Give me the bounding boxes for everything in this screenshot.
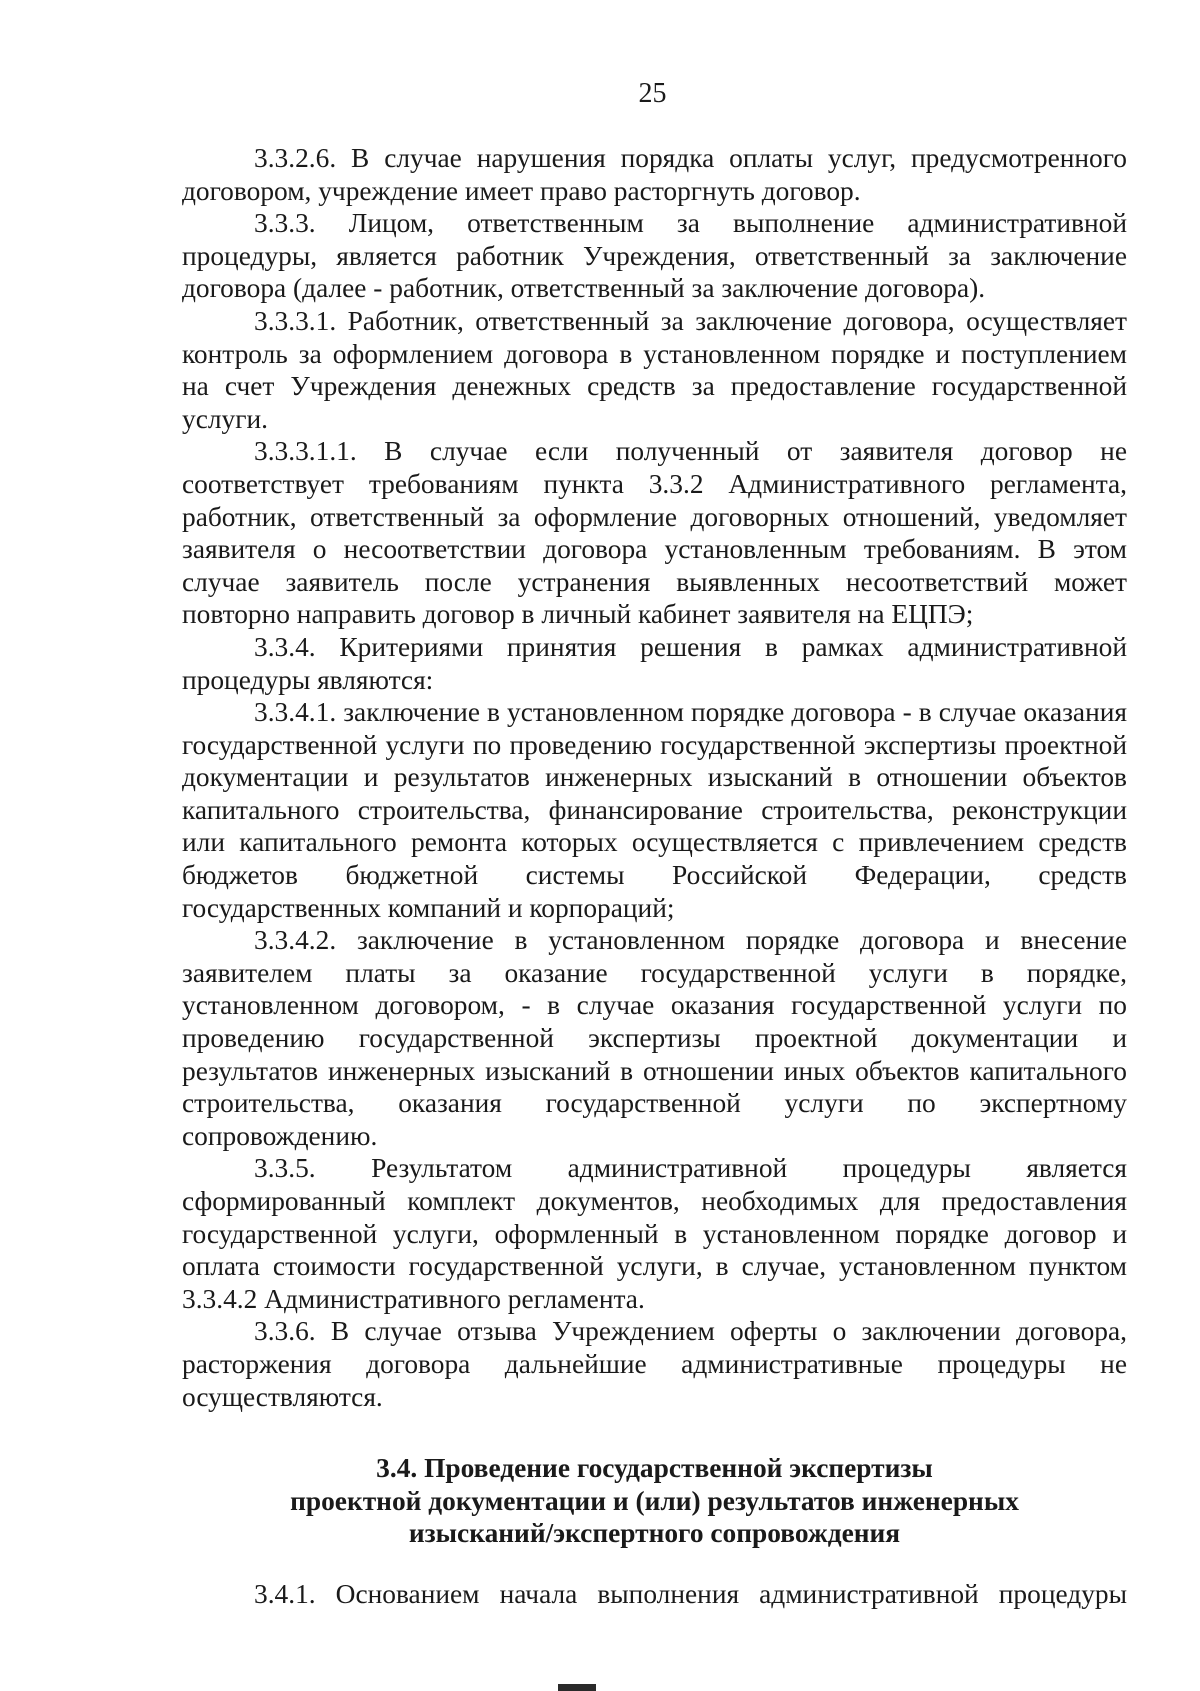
- paragraph-3-3-4-2: 3.3.4.2. заключение в установленном порядке договора и внесение заявителем платы за оказание государственной услуги в порядке, установленном договором, - в случае оказания государственной услуги по проведению государственной экспертизы проектной документации и результатов инженерных изысканий в отношении иных объектов капитального строительства, оказания государственной услуги по экспертному сопровождению.: [182, 925, 1127, 1151]
- section-heading-line: 3.4. Проведение государственной экспертизы: [376, 1453, 933, 1483]
- paragraph-3-3-3: 3.3.3. Лицом, ответственным за выполнение административной процедуры, является работник Учреждения, ответственный за заключение договора (далее - работник, ответственный за заключение договора).: [182, 208, 1127, 304]
- document-body: [182, 142, 1127, 1413]
- paragraph-3-3-4-1: 3.3.4.1. заключение в установленном порядке договора - в случае оказания государственной услуги по проведению государственной экспертизы проектной документации и результатов инженерных изысканий в отношении объектов капитального строительства, финансирование строительства, реконструкции или капитального ремонта которых осуществляется с привлечением средств бюджетов бюджетной системы Российской Федерации, средств государственных компаний и корпораций;: [182, 697, 1127, 923]
- page-number: 25: [638, 78, 667, 109]
- paragraph-3-3-3-1-1: 3.3.3.1.1. В случае если полученный от заявителя договор не соответствует требованиям пункта 3.3.2 Административного регламента, работник, ответственный за оформление договорных отношений, уведомляет заявителя о несоответствии договора установленным требованиям. В этом случае заявитель после устранения выявленных несоответствий может повторно направить договор в личный кабинет заявителя на ЕЦПЭ;: [182, 436, 1127, 630]
- section-heading-line: проектной документации и (или) результатов инженерных: [290, 1485, 1019, 1516]
- paragraph-3-3-4: 3.3.4. Критериями принятия решения в рамках административной процедуры являются:: [182, 631, 1127, 695]
- paragraph-3-3-5: 3.3.5. Результатом административной процедуры является сформированный комплект документов, необходимых для предоставления государственной услуги, оформленный в установленном порядке договор и оплата стоимости государственной услуги, в случае, установленном пунктом 3.3.4.2 Административного регламента.: [182, 1153, 1127, 1314]
- section-heading-line: изысканий/экспертного сопровождения: [408, 1518, 901, 1549]
- paragraph-3-3-2-6: 3.3.2.6. В случае нарушения порядка оплаты услуг, предусмотренного договором, учреждение имеет право расторгнуть договор.: [182, 143, 1127, 206]
- paragraph-3-4-1: 3.4.1. Основанием начала выполнения административной процедуры: [254, 1579, 1127, 1609]
- scan-artifact-mark: [558, 1684, 596, 1691]
- paragraph-3-3-3-1: 3.3.3.1. Работник, ответственный за заключение договора, осуществляет контроль за оформлением договора в установленном порядке и поступлением на счет Учреждения денежных средств за предоставление государственной услуги.: [182, 305, 1127, 434]
- section-heading-3-4: [182, 1452, 1127, 1550]
- paragraph-3-3-6: 3.3.6. В случае отзыва Учреждением оферты о заключении договора, расторжения договора дальнейшие административные процедуры не осуществляются.: [182, 1316, 1127, 1412]
- paragraph-3-4-1-container: [182, 1578, 1127, 1611]
